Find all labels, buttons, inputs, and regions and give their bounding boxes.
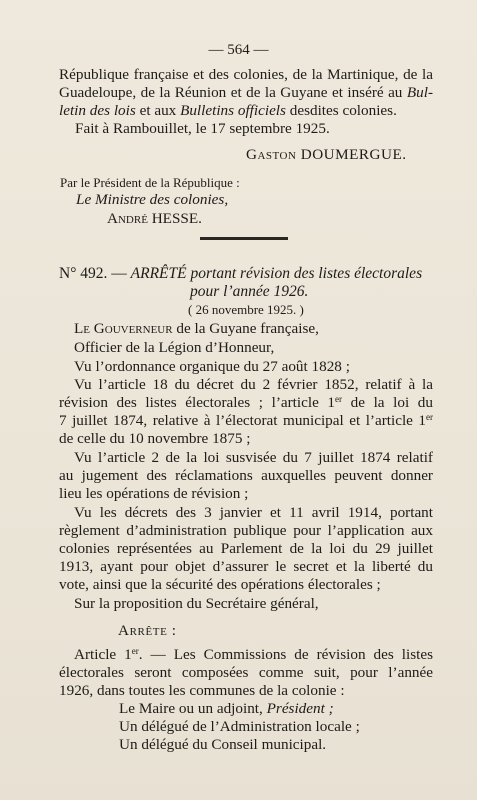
vu-article18-line-2: révision des listes électorales ; l’article 1er de la loi du (59, 394, 433, 411)
article1-line-1: Article 1er. — Les Commissions de révision des listes (74, 646, 433, 663)
decree-heading (59, 265, 422, 283)
member-line-1: Le Maire ou un adjoint, Président ; (119, 700, 334, 717)
vu-article18-line-4: de celle du 10 novembre 1875 ; (59, 430, 251, 447)
page-number: — 564 — (208, 42, 269, 58)
member-line-2: Un délégué de l’Administration locale ; (119, 718, 360, 735)
vu-decrets-line-5: vote, ainsi que la sécurité des opérations électorales ; (59, 576, 381, 593)
decree-title-line-1: ARRÊTÉ portant révision des listes électorales (130, 265, 423, 282)
article1-line-3: 1926, dans toutes les communes de la colonie : (59, 682, 345, 699)
governor-line: Le Gouverneur de la Guyane française, (74, 320, 319, 337)
decree-date: ( 26 novembre 1925. ) (188, 302, 304, 317)
vu-decrets-line-3: colonies représentées au Parlement de la loi du 29 juillet (59, 540, 433, 557)
vu-decrets-line-2: règlement d’administration publique pour l’application aux (59, 522, 433, 539)
decree-number: N° 492. — (59, 265, 127, 282)
member-line-3: Un délégué du Conseil municipal. (119, 736, 327, 753)
vu-decrets-line-4: 1913, ayant pour objet d’assurer le secret et la liberté du (59, 558, 433, 575)
minister-title: Le Ministre des colonies, (76, 191, 229, 208)
by-president-line: Par le Président de la République : (60, 175, 240, 190)
continuation-line-2: Guadeloupe, de la Réunion et de la Guyane et inséré au Bul- (59, 84, 434, 101)
vu-ordonnance: Vu l’ordonnance organique du 27 août 1828 ; (74, 358, 350, 375)
vu-article2-line-3: lieu les opérations de révision ; (59, 485, 249, 502)
done-at-line: Fait à Rambouillet, le 17 septembre 1925. (75, 120, 330, 137)
vu-article18-line-1: Vu l’article 18 du décret du 2 février 1852, relatif à la (74, 376, 433, 393)
minister-name: André HESSE. (107, 210, 202, 227)
president-signature: Gaston DOUMERGUE. (246, 146, 407, 163)
vu-article2-line-2: au jugement des réclamations auxquelles peuvent donner (59, 467, 433, 484)
proposal-line: Sur la proposition du Secrétaire général, (74, 595, 319, 612)
section-divider (200, 237, 288, 240)
vu-article2-line-1: Vu l’article 2 de la loi susvisée du 7 juillet 1874 relatif (74, 449, 433, 466)
continuation-line-1: République française et des colonies, de la Martinique, de la (59, 66, 433, 83)
continuation-line-3: letin des lois et aux Bulletins officiels desdites colonies. (59, 102, 397, 119)
officer-line: Officier de la Légion d’Honneur, (74, 339, 275, 356)
vu-decrets-line-1: Vu les décrets des 3 janvier et 11 avril 1914, portant (74, 504, 433, 521)
vu-article18-line-3: 7 juillet 1874, relative à l’électorat municipal et l’article 1er (59, 412, 433, 429)
article1-line-2: électorales seront composées comme suit, pour l’année (59, 664, 433, 681)
decree-title-line-2: pour l’année 1926. (190, 283, 309, 300)
arrete-heading: Arrête : (118, 622, 177, 639)
